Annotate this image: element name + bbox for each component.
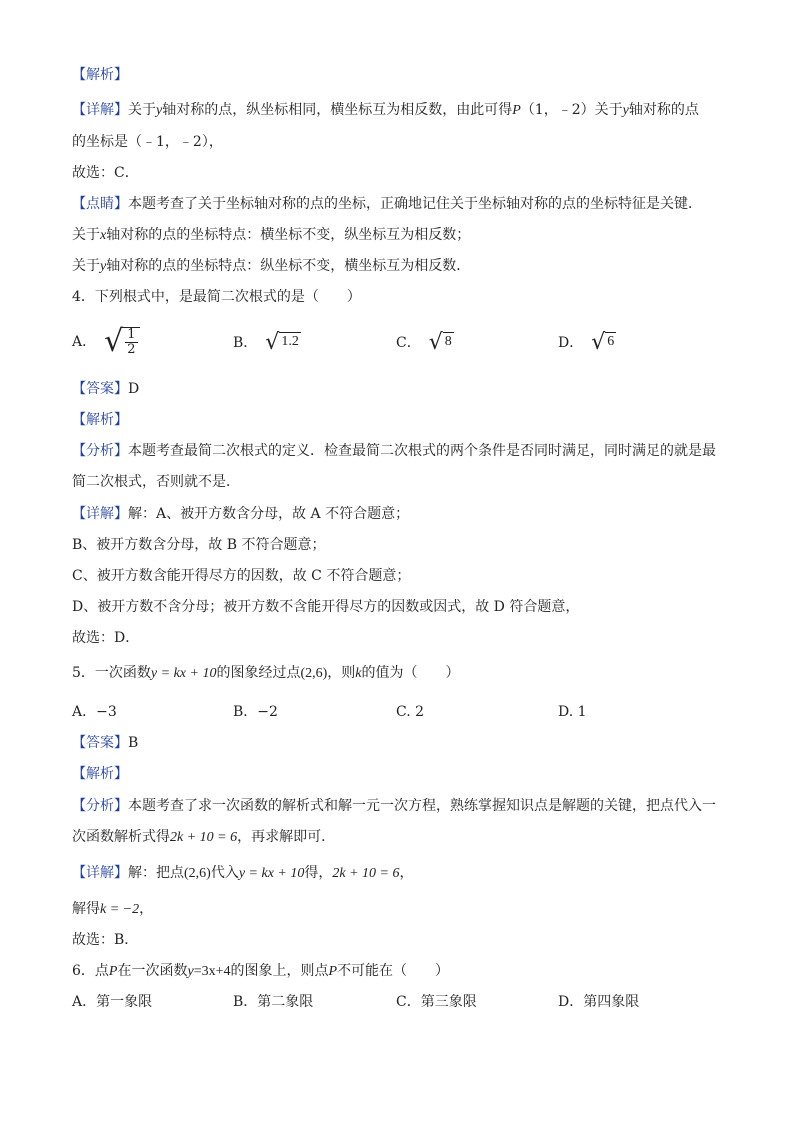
q5-answer: 【答案】B (72, 735, 139, 751)
guxuan-1: 故选：C． (72, 165, 139, 181)
q4-option-d: D． √ 6 (558, 330, 615, 355)
xiangjie-line-1: 【详解】关于y轴对称的点，纵坐标相同，横坐标互为相反数，由此可得P（1，﹣2）关于y轴对称的点 (72, 102, 699, 118)
q5-fenxi-2: 次函数解析式得2k + 10 = 6，再求解即可． (72, 829, 336, 845)
tag-xiangjie: 【详解】 (72, 102, 128, 118)
sqrt-8: √ 8 (428, 330, 452, 355)
q4-line-c: C、被开方数含能开得尽方的因数，故 C 不符合题意； (72, 568, 411, 584)
q5-guxuan: 故选：B． (72, 932, 139, 948)
q5-option-b: B．−2 (233, 704, 278, 720)
q4-option-b: B． √ 1.2 (233, 330, 299, 355)
q6-option-b: B．第二象限 (233, 994, 314, 1010)
q6-option-c: C．第三象限 (396, 994, 477, 1010)
q5-stem: 5．一次函数y = kx + 10的图象经过点(2,6)，则k的值为（ ） (72, 665, 460, 681)
q4-jiexi: 【解析】 (72, 412, 128, 428)
q6-option-a: A．第一象限 (72, 994, 153, 1010)
xiangjie-line-2: 的坐标是（﹣1，﹣2）， (72, 134, 223, 150)
tag-jiexi: 【解析】 (72, 67, 128, 83)
tag-dianjing: 【点睛】 (72, 196, 128, 212)
q4-stem: 4．下列根式中，是最简二次根式的是（ ） (72, 289, 361, 305)
q4-xiangjie-1: 【详解】解：A、被开方数含分母，故 A 不符合题意； (72, 506, 410, 522)
sqrt-fraction: √ $\frac{1}{2}$ (104, 327, 139, 357)
q5-option-a: A．−3 (72, 704, 117, 720)
q4-line-b: B、被开方数含分母，故 B 不符合题意； (72, 537, 326, 553)
q4-option-a: A． √ $\frac{1}{2}$ (72, 325, 140, 359)
q6-option-d: D．第四象限 (558, 994, 640, 1010)
q4-fenxi-1: 【分析】本题考查最简二次根式的定义．检查最简二次根式的两个条件是否同时满足，同时满足的就是最 (72, 443, 716, 459)
q4-option-c: C． √ 8 (396, 330, 452, 355)
q5-solve: 解得k = −2， (72, 901, 154, 917)
q4-answer: 【答案】D (72, 381, 140, 397)
heading-jiexi-1 (72, 66, 128, 84)
x-axis-rule: 关于x轴对称的点的坐标特点：横坐标不变，纵坐标互为相反数； (72, 227, 471, 243)
q5-fenxi-1: 【分析】本题考查了求一次函数的解析式和解一元一次方程，熟练掌握知识点是解题的关键，把点代入一 (72, 798, 716, 814)
q4-fenxi-2: 简二次根式，否则就不是． (72, 474, 240, 490)
q5-option-d: D. 1 (558, 704, 587, 720)
q5-option-c: C. 2 (396, 704, 425, 720)
q5-xiangjie: 【详解】解：把点(2,6)代入y = kx + 10得，2k + 10 = 6， (72, 865, 414, 881)
q5-jiexi: 【解析】 (72, 766, 128, 782)
q6-stem: 6．点P在一次函数y=3x+4的图象上，则点P不可能在（ ） (72, 963, 450, 979)
sqrt-1-2: √ 1.2 (265, 330, 299, 355)
y-axis-rule: 关于y轴对称的点的坐标特点：纵坐标不变，横坐标互为相反数． (72, 258, 471, 274)
q4-guxuan: 故选：D． (72, 630, 140, 646)
q4-line-d: D、被开方数不含分母；被开方数不含能开得尽方的因数或因式，故 D 符合题意， (72, 599, 580, 615)
dianjing-line: 【点睛】本题考查了关于坐标轴对称的点的坐标，正确地记住关于坐标轴对称的点的坐标特征是关键． (72, 196, 702, 212)
sqrt-6: √ 6 (591, 330, 615, 355)
